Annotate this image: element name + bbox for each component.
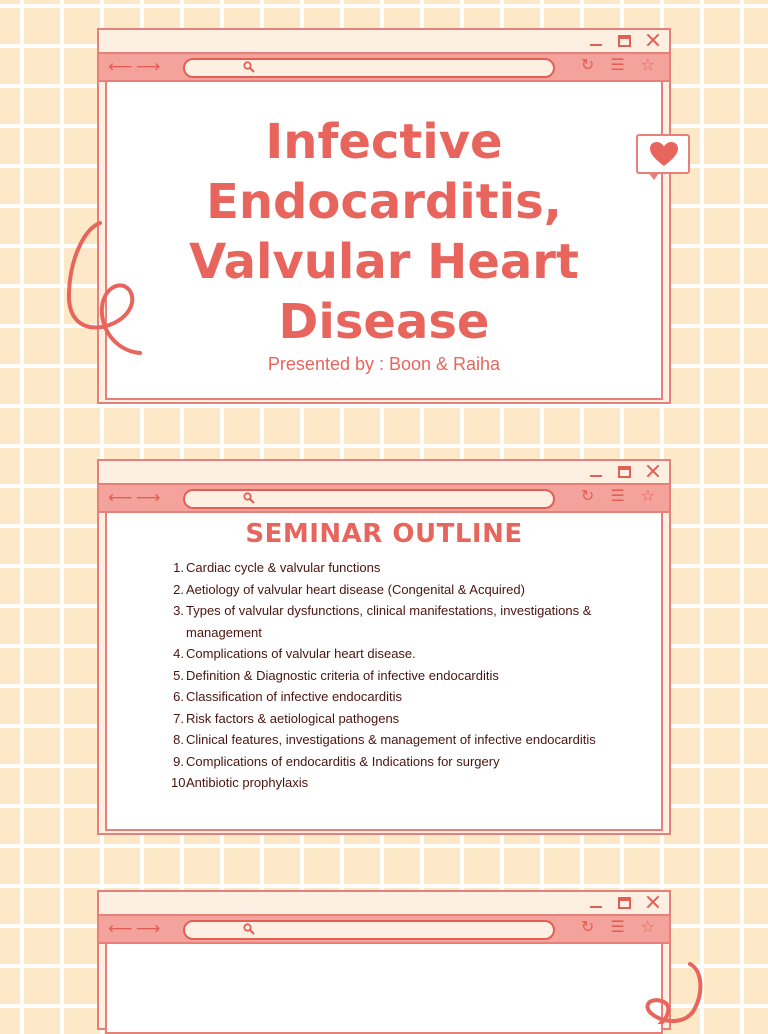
maximize-icon[interactable] — [618, 466, 631, 478]
item-number: 6. — [173, 689, 184, 704]
item-text: Cardiac cycle & valvular functions — [186, 560, 381, 575]
item-number: 3. — [173, 603, 184, 618]
minimize-icon[interactable] — [588, 463, 604, 479]
item-text: Definition & Diagnostic criteria of infective endocarditis — [186, 667, 499, 683]
arrow-right-icon[interactable]: ⟶ — [136, 487, 161, 508]
close-icon[interactable] — [645, 32, 661, 48]
url-bar[interactable] — [183, 920, 555, 940]
item-text: Types of valvular dysfunctions, clinical manifestations, investigations & management — [186, 603, 592, 640]
list-item — [171, 751, 611, 773]
arrow-left-icon[interactable]: ⟵ — [108, 918, 133, 939]
star-icon[interactable]: ☆ — [640, 55, 655, 74]
star-icon[interactable]: ☆ — [640, 917, 655, 936]
window-titlebar — [99, 30, 669, 52]
outline-list — [107, 557, 661, 794]
window-titlebar — [99, 461, 669, 483]
title-slide-window — [97, 28, 671, 404]
slide-title — [107, 82, 661, 352]
refresh-icon[interactable]: ↻ — [580, 55, 595, 74]
list-item — [171, 643, 611, 665]
list-item — [171, 686, 611, 708]
browser-navbar — [99, 52, 669, 82]
url-bar[interactable] — [183, 489, 555, 509]
item-number: 8. — [173, 732, 184, 747]
window-titlebar — [99, 892, 669, 914]
item-number: 5. — [173, 667, 184, 683]
list-item — [171, 772, 611, 794]
item-number: 4. — [173, 646, 184, 661]
search-icon — [243, 492, 255, 504]
minimize-icon[interactable] — [588, 32, 604, 48]
maximize-icon[interactable] — [618, 35, 631, 47]
squiggle-doodle — [638, 958, 718, 1024]
list-item — [171, 557, 611, 579]
title-line: Endocarditis, — [206, 174, 562, 230]
item-text: Complications of endocarditis & Indications for surgery — [186, 753, 500, 769]
arrow-left-icon[interactable]: ⟵ — [108, 487, 133, 508]
list-item — [171, 729, 611, 751]
item-text: Classification of infective endocarditis — [186, 689, 403, 704]
url-bar[interactable] — [183, 58, 555, 78]
close-icon[interactable] — [645, 894, 661, 910]
browser-navbar — [99, 914, 669, 944]
star-icon[interactable]: ☆ — [640, 486, 655, 505]
menu-icon[interactable]: ☰ — [610, 917, 625, 936]
presenter-subtitle: Presented by : Boon & Raiha — [267, 354, 501, 374]
item-text: Risk factors & aetiological pathogens — [186, 710, 400, 726]
arrow-right-icon[interactable]: ⟶ — [136, 56, 161, 77]
item-text: Clinical features, investigations & management of infective endocarditis — [186, 732, 596, 747]
search-icon — [243, 61, 255, 73]
maximize-icon[interactable] — [618, 897, 631, 909]
title-line: Infective — [265, 114, 503, 170]
item-text: Aetiology of valvular heart disease (Congenital & Acquired) — [186, 581, 525, 597]
item-number: 10. — [171, 775, 190, 790]
squiggle-doodle — [60, 215, 150, 360]
heart-icon — [649, 141, 679, 167]
minimize-icon[interactable] — [588, 894, 604, 910]
outline-heading: SEMINAR OUTLINE — [245, 519, 523, 549]
slide-content — [105, 513, 663, 831]
heart-notification — [636, 134, 690, 174]
item-text: Complications of valvular heart disease. — [186, 646, 416, 661]
list-item — [171, 708, 611, 730]
item-number: 2. — [173, 581, 184, 597]
item-text: Antibiotic prophylaxis — [186, 775, 309, 790]
slide-content — [105, 944, 663, 1034]
close-icon[interactable] — [645, 463, 661, 479]
browser-navbar — [99, 483, 669, 513]
item-number: 1. — [173, 560, 184, 575]
outline-slide-window — [97, 459, 671, 835]
arrow-left-icon[interactable]: ⟵ — [108, 56, 133, 77]
title-line: Valvular Heart — [189, 234, 579, 290]
list-item — [171, 579, 611, 601]
item-number: 7. — [173, 710, 184, 726]
refresh-icon[interactable]: ↻ — [580, 486, 595, 505]
list-item — [171, 600, 611, 643]
menu-icon[interactable]: ☰ — [610, 486, 625, 505]
refresh-icon[interactable]: ↻ — [580, 917, 595, 936]
title-line: Disease — [278, 294, 490, 350]
arrow-right-icon[interactable]: ⟶ — [136, 918, 161, 939]
search-icon — [243, 923, 255, 935]
item-number: 9. — [173, 753, 184, 769]
list-item — [171, 665, 611, 687]
third-slide-window — [97, 890, 671, 1030]
slide-content — [105, 82, 663, 400]
menu-icon[interactable]: ☰ — [610, 55, 625, 74]
